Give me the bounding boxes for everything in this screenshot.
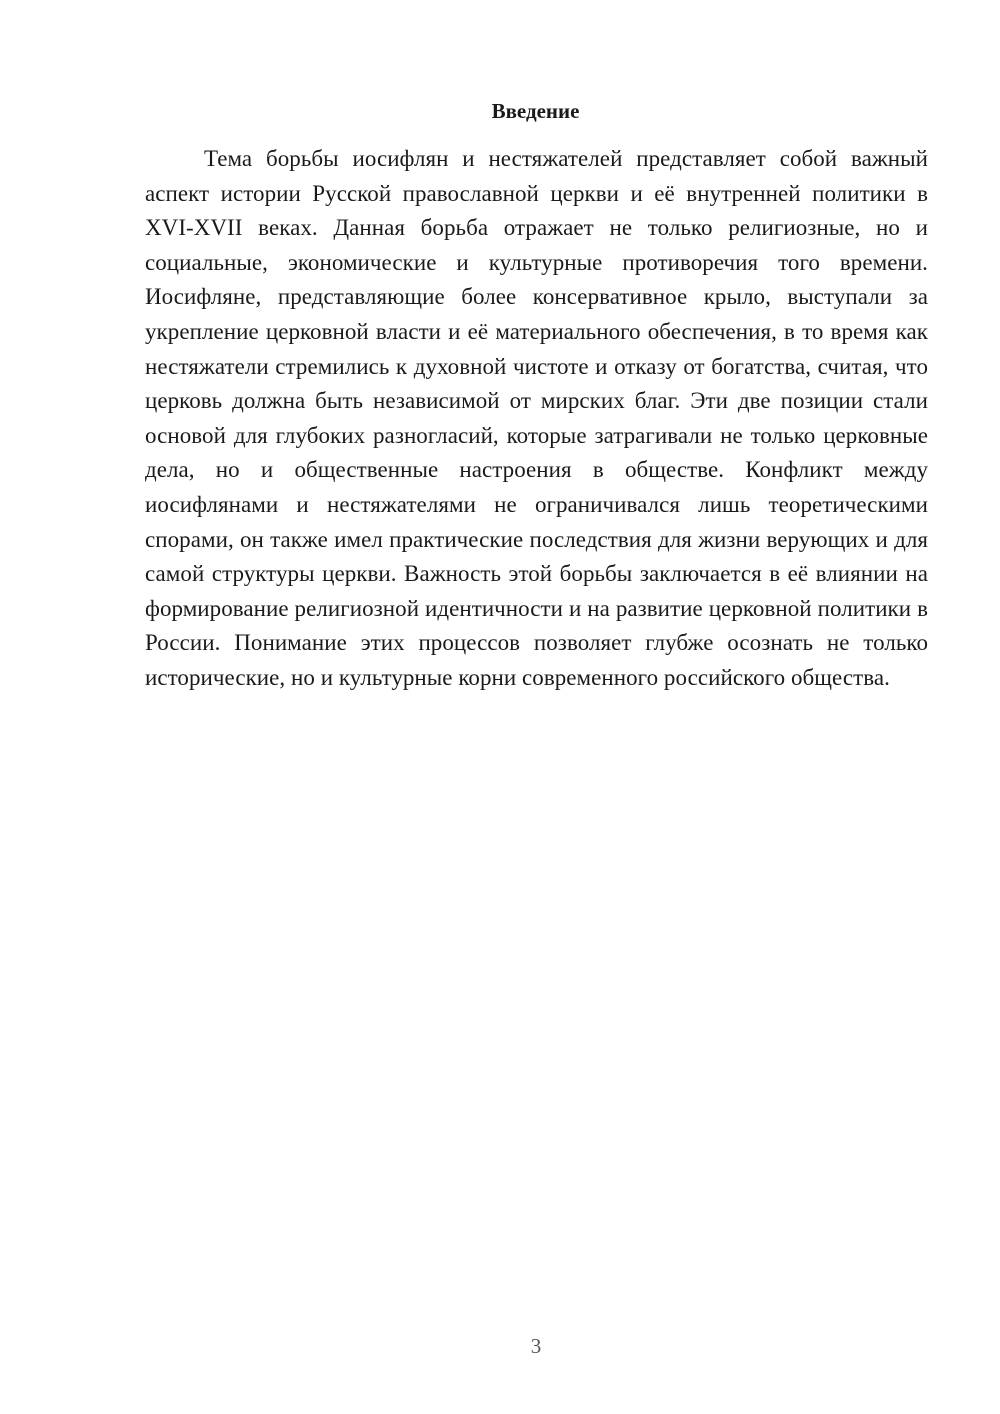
page-number: 3: [530, 1334, 542, 1358]
body-paragraph: Тема борьбы иосифлян и нестяжателей представляет собой важный аспект истории Русской православной церкви и её внутренней политики в XVI-XVII веках. Данная борьба отражает не только религиозные, но и социальные, экономические и культурные противоречия того времени. Иосифляне, представляющие более консервативное крыло, выступали за укрепление церковной власти и её материального обеспечения, в то время как нестяжатели стремились к духовной чистоте и отказу от богатства, считая, что церковь должна быть независимой от мирских благ. Эти две позиции стали основой для глубоких разногласий, которые затрагивали не только церковные дела, но и общественные настроения в обществе. Конфликт между иосифлянами и нестяжателями не ограничивался лишь теоретическими спорами, он также имел практические последствия для жизни верующих и для самой структуры церкви. Важность этой борьбы заключается в её влиянии на формирование религиозной идентичности и на развитие церковной политики в России. Понимание этих процессов позволяет глубже осознать не только исторические, но и культурные корни современного российского общества.: [145, 146, 928, 690]
section-heading: Введение: [491, 99, 580, 123]
